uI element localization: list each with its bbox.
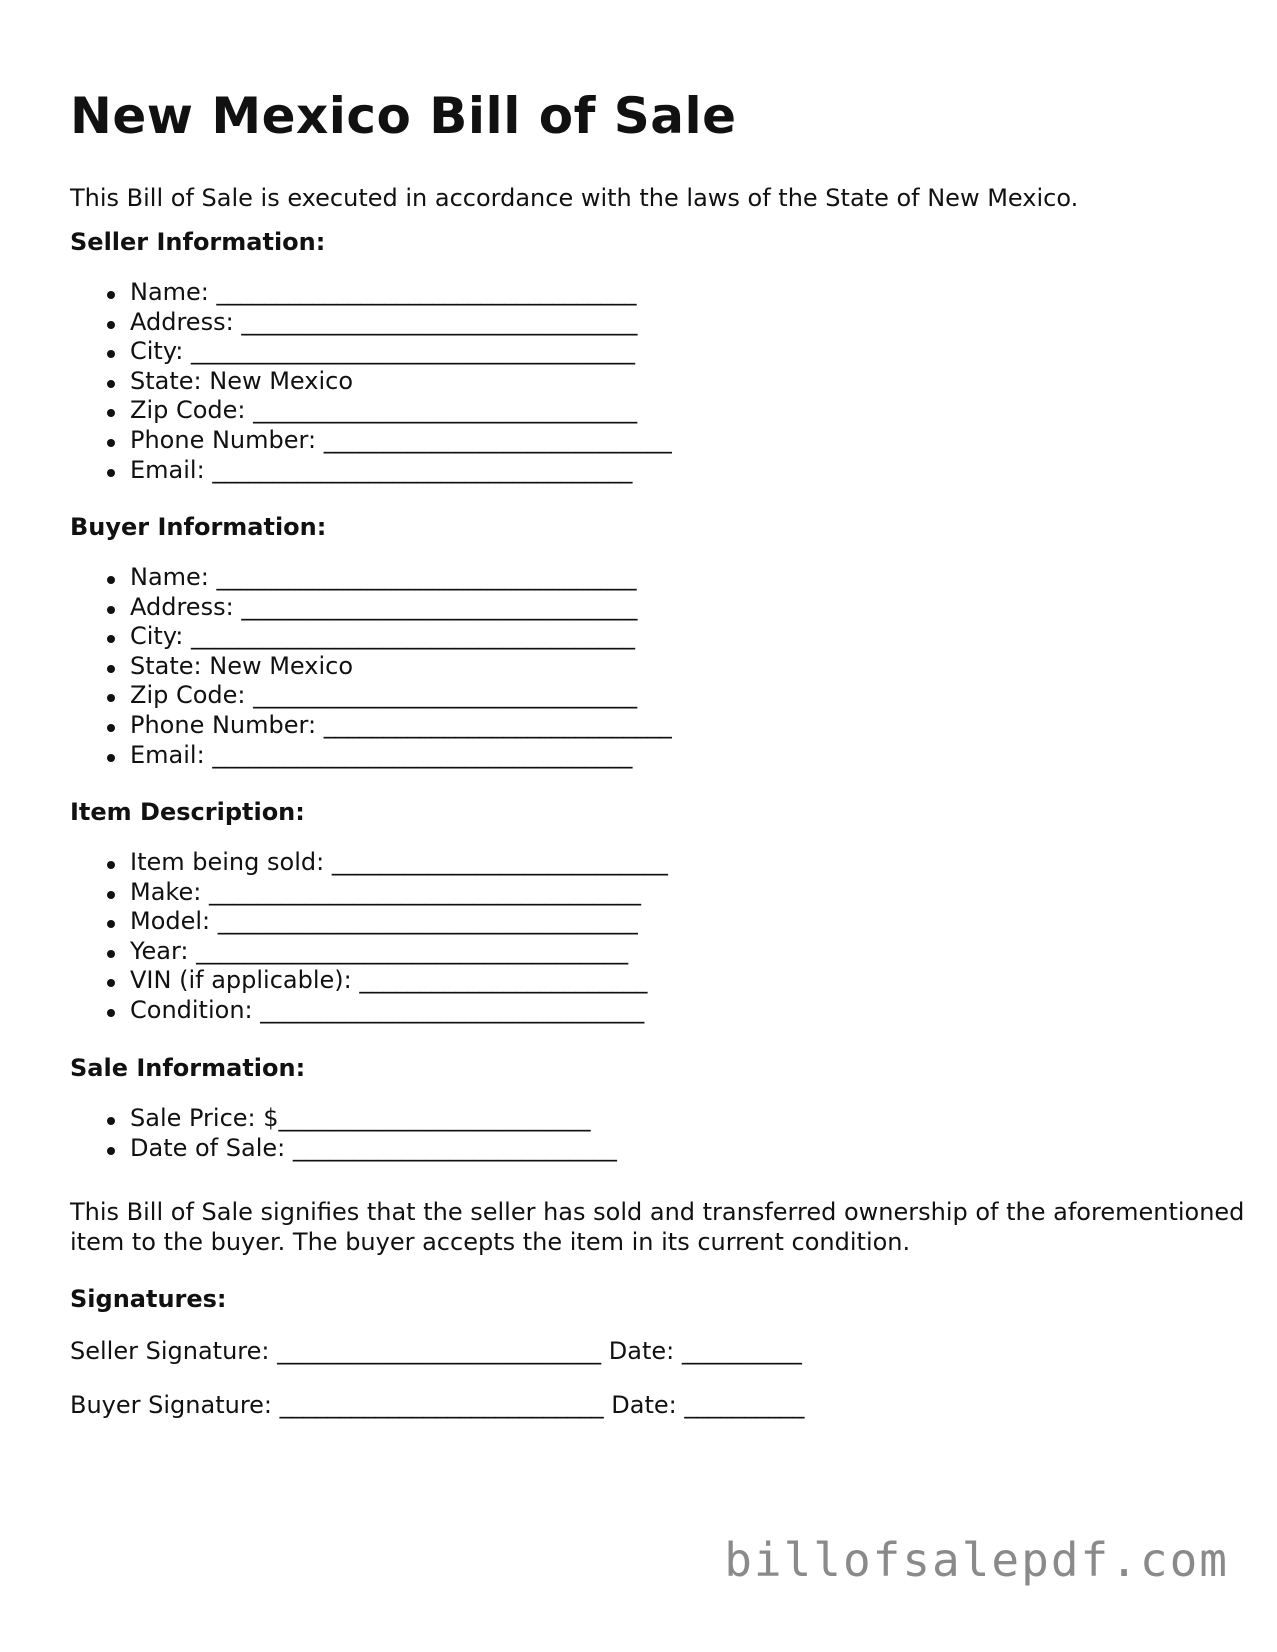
- item-condition-field[interactable]: [130, 996, 668, 1026]
- field-label: Year:: [130, 936, 189, 965]
- seller-date-blank: __________: [681, 1337, 802, 1365]
- field-label: Phone Number:: [130, 425, 317, 454]
- blank-line: ____________________________________: [208, 877, 641, 906]
- buyer-section-heading: Buyer Information:: [70, 513, 327, 541]
- blank-line: ________________________________: [260, 995, 645, 1024]
- sale-price-field[interactable]: [130, 1104, 617, 1134]
- site-watermark: billofsalepdf.com: [724, 1533, 1229, 1587]
- field-label: State: New Mexico: [130, 366, 354, 395]
- item-vin-field[interactable]: [130, 966, 668, 996]
- seller-date-label: Date:: [608, 1337, 675, 1365]
- field-label: Make:: [130, 877, 202, 906]
- item-field-list: [130, 848, 668, 1026]
- field-label: Name:: [130, 278, 209, 306]
- blank-line: _____________________________________: [191, 622, 636, 651]
- blank-line: _________________________________: [241, 307, 638, 336]
- seller-signature-label: Seller Signature:: [70, 1337, 270, 1365]
- item-sold-field[interactable]: [130, 848, 668, 878]
- seller-zip-field[interactable]: [130, 396, 672, 426]
- blank-line: ________________________: [359, 966, 648, 995]
- field-label: Item being sold:: [130, 848, 325, 876]
- buyer-name-field[interactable]: [130, 563, 672, 593]
- sale-section-heading: Sale Information:: [70, 1054, 306, 1082]
- seller-signature-blank: ___________________________: [277, 1337, 602, 1365]
- item-section-heading: Item Description:: [70, 798, 305, 826]
- item-model-field[interactable]: [130, 907, 668, 937]
- seller-field-list: [130, 278, 672, 485]
- seller-address-field[interactable]: [130, 308, 672, 338]
- blank-line: ________________________________: [253, 681, 638, 710]
- blank-line: ___________________________________: [212, 455, 633, 484]
- seller-section-heading: Seller Information:: [70, 228, 326, 256]
- blank-line: __________________________: [278, 1104, 591, 1132]
- buyer-zip-field[interactable]: [130, 681, 672, 711]
- field-label: VIN (if applicable):: [130, 966, 352, 995]
- field-label: Zip Code:: [130, 396, 246, 425]
- page-title: New Mexico Bill of Sale: [70, 87, 737, 145]
- blank-line: _____________________________: [323, 425, 672, 454]
- blank-line: _________________________________: [241, 592, 638, 621]
- blank-line: _____________________________________: [191, 337, 636, 366]
- field-label: Email:: [130, 740, 205, 769]
- field-label: Sale Price: $: [130, 1104, 279, 1132]
- sale-field-list: [130, 1104, 617, 1163]
- blank-line: ___________________________________: [217, 907, 638, 936]
- field-label: Model:: [130, 907, 211, 936]
- blank-line: ___________________________________: [212, 740, 633, 769]
- buyer-address-field[interactable]: [130, 593, 672, 623]
- field-label: Zip Code:: [130, 681, 246, 710]
- field-label: City:: [130, 622, 184, 651]
- seller-state-field: [130, 367, 672, 397]
- blank-line: ____________________________: [331, 848, 668, 876]
- intro-text: This Bill of Sale is executed in accordance with the laws of the State of New Mexico.: [70, 184, 1079, 212]
- field-label: Condition:: [130, 995, 253, 1024]
- blank-line: ____________________________________: [196, 936, 629, 965]
- field-label: Date of Sale:: [130, 1133, 286, 1162]
- field-label: Name:: [130, 563, 209, 591]
- buyer-date-blank: __________: [684, 1391, 805, 1419]
- field-label: Phone Number:: [130, 710, 317, 739]
- sale-date-field[interactable]: [130, 1134, 617, 1164]
- field-label: City:: [130, 337, 184, 366]
- seller-phone-field[interactable]: [130, 426, 672, 456]
- buyer-date-label: Date:: [611, 1391, 677, 1419]
- seller-signature-row[interactable]: [70, 1336, 802, 1366]
- transfer-statement: This Bill of Sale signifies that the seller has sold and transferred ownership of the aforementioned item to the buyer. The buyer accepts the item in its current condition.: [70, 1198, 1245, 1256]
- seller-city-field[interactable]: [130, 337, 672, 367]
- buyer-email-field[interactable]: [130, 741, 672, 771]
- buyer-field-list: [130, 563, 672, 770]
- blank-line: ________________________________: [253, 396, 638, 425]
- blank-line: ___________________________________: [216, 278, 637, 306]
- buyer-phone-field[interactable]: [130, 711, 672, 741]
- field-label: State: New Mexico: [130, 651, 354, 680]
- item-year-field[interactable]: [130, 937, 668, 967]
- blank-line: ___________________________: [292, 1133, 617, 1162]
- buyer-signature-row[interactable]: [70, 1390, 804, 1420]
- buyer-state-field: [130, 652, 672, 682]
- item-make-field[interactable]: [130, 878, 668, 908]
- buyer-signature-label: Buyer Signature:: [70, 1391, 273, 1419]
- seller-name-field[interactable]: [130, 278, 672, 308]
- buyer-signature-blank: ___________________________: [279, 1391, 604, 1419]
- buyer-city-field[interactable]: [130, 622, 672, 652]
- seller-email-field[interactable]: [130, 456, 672, 486]
- field-label: Email:: [130, 455, 205, 484]
- blank-line: _____________________________: [323, 710, 672, 739]
- field-label: Address:: [130, 307, 234, 336]
- blank-line: ___________________________________: [216, 563, 637, 591]
- signatures-section-heading: Signatures:: [70, 1285, 227, 1313]
- field-label: Address:: [130, 592, 234, 621]
